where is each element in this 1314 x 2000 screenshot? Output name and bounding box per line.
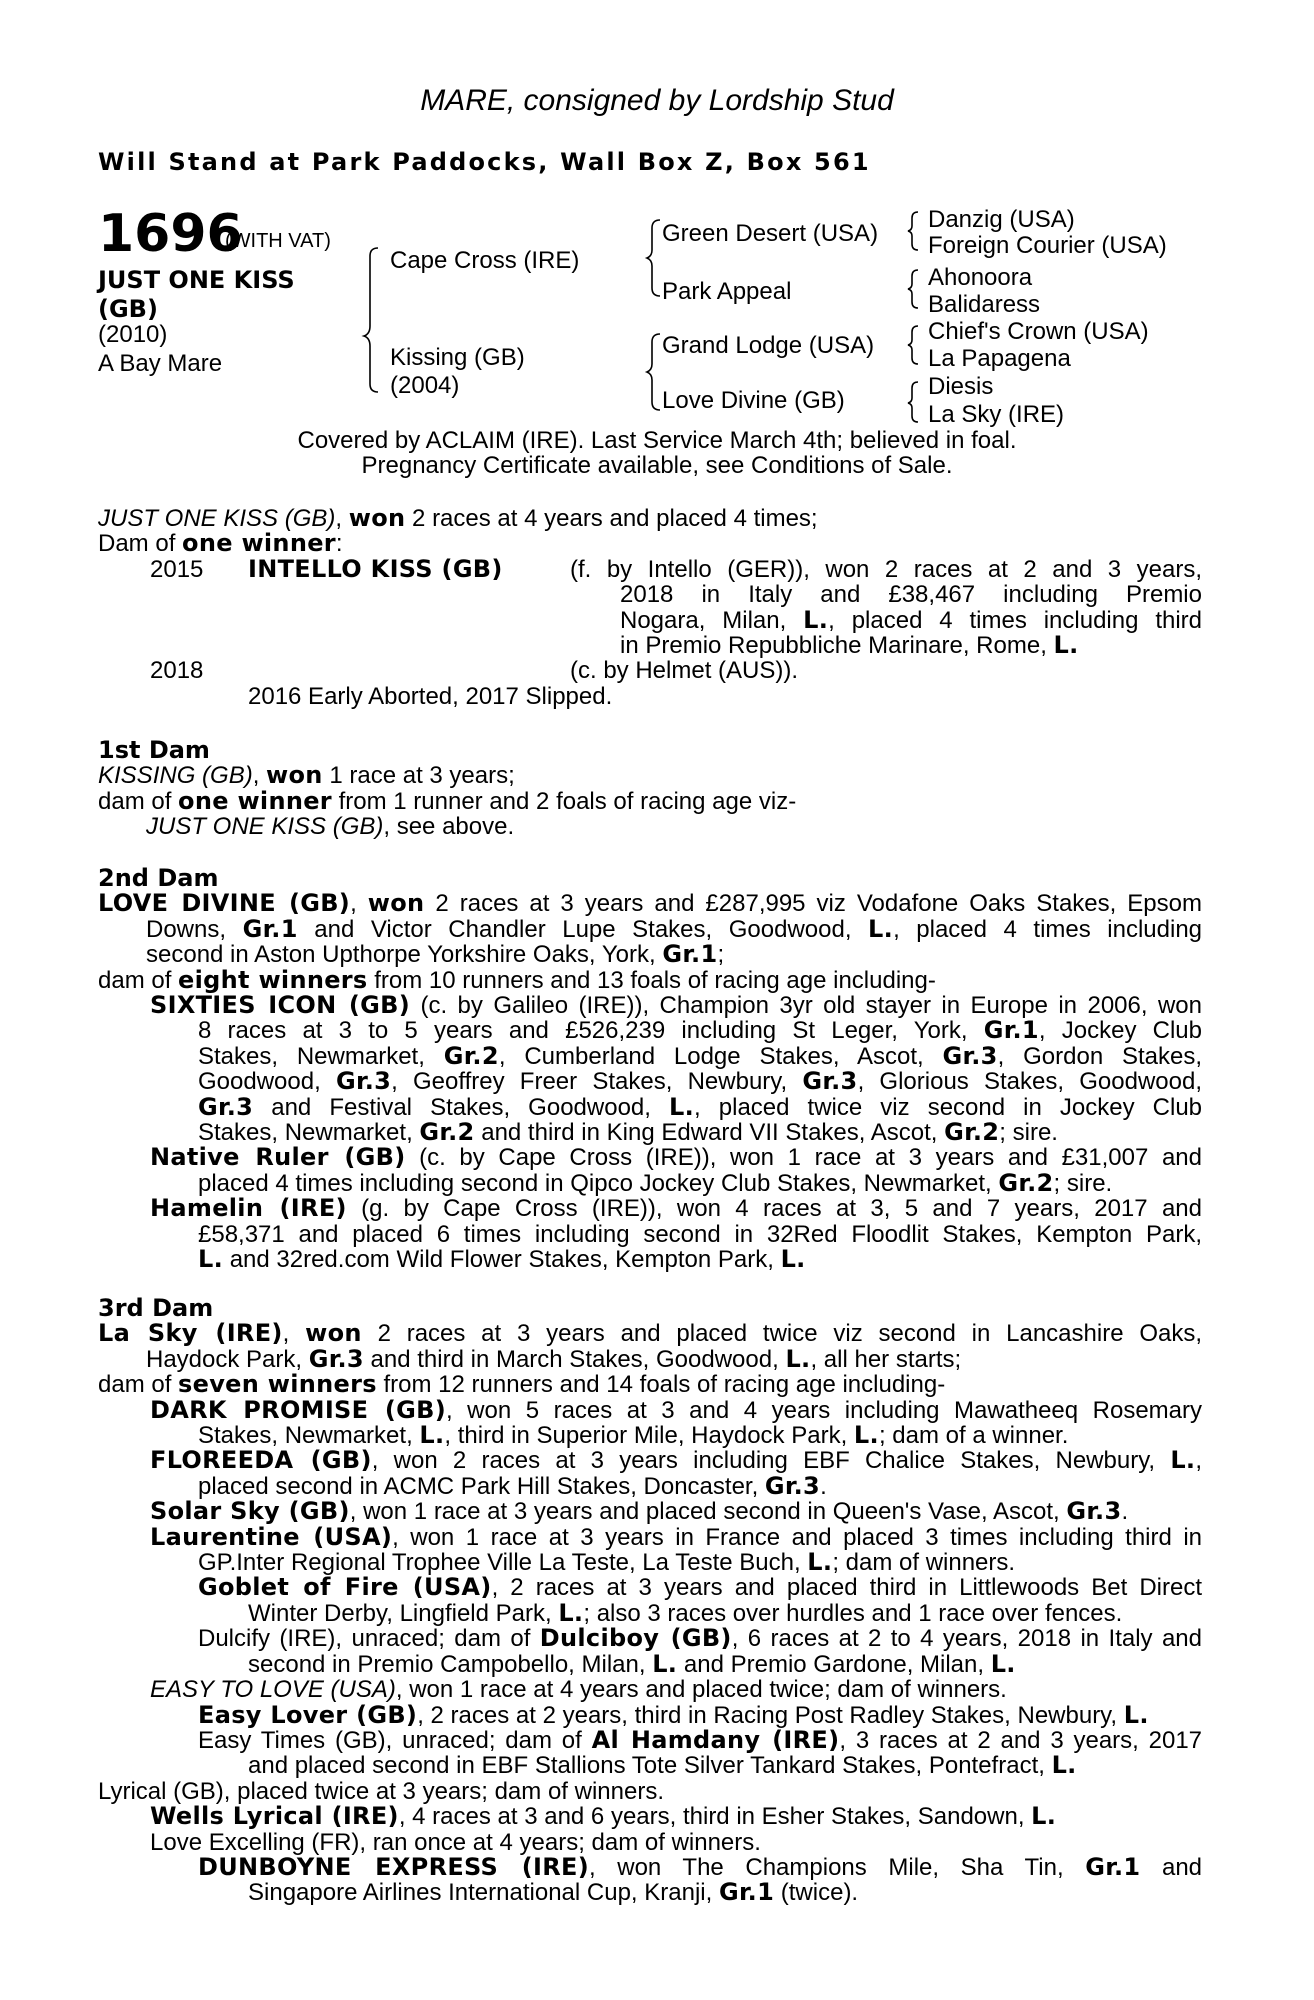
easy-lover-name: Easy Lover (GB): [198, 1700, 418, 1729]
consignor-title: MARE, consigned by Lordship Stud: [420, 84, 894, 117]
pedigree-sire-sire: Green Desert (USA): [662, 220, 879, 247]
pedigree-sdd: Balidaress: [928, 291, 1041, 318]
goblet-of-fire-name: Goblet of Fire (USA): [198, 1573, 492, 1602]
pedigree-brackets: [0, 0, 1314, 440]
pedigree-dsd: La Papagena: [928, 345, 1071, 372]
pedigree-sire-dam: Park Appeal: [662, 278, 792, 305]
produce-name-intello-kiss: INTELLO KISS (GB): [248, 554, 503, 583]
dulciboy-name: Dulciboy (GB): [539, 1624, 732, 1653]
pedigree-dss: Chief's Crown (USA): [928, 318, 1149, 345]
hamelin-name: Hamelin (IRE): [150, 1194, 347, 1223]
laurentine-name: Laurentine (USA): [150, 1522, 393, 1551]
produce-row-2018: 2018 (c. by Helmet (AUS)).: [150, 657, 799, 685]
produce-horse-name: JUST ONE KISS (GB): [98, 505, 336, 532]
second-dam-heading: 2nd Dam: [98, 864, 219, 892]
pedigree-sire: Cape Cross (IRE): [390, 247, 580, 274]
first-dam-section: 1st Dam KISSING (GB), won 1 race at 3 years; dam of one winner from 1 runner and 2 foals of racing age viz- JUST ONE KISS (GB), see above.: [98, 738, 1202, 840]
floreeda-name: FLOREEDA (GB): [150, 1446, 372, 1475]
foaling-year: (2010): [98, 321, 168, 348]
sixties-icon-name: SIXTIES ICON (GB): [150, 991, 411, 1020]
stand-location: Will Stand at Park Paddocks, Wall Box Z, Box 561: [98, 148, 871, 176]
native-ruler-name: Native Ruler (GB): [150, 1143, 406, 1172]
love-excelling-entry: Love Excelling (FR), ran once at 4 years; dam of winners.: [150, 1828, 761, 1856]
solar-sky-name: Solar Sky (GB): [150, 1497, 350, 1526]
easy-to-love-name: EASY TO LOVE (USA): [150, 1676, 396, 1704]
pedigree-ssd: Foreign Courier (USA): [928, 232, 1167, 259]
dark-promise-name: DARK PROMISE (GB): [150, 1395, 446, 1424]
pedigree-sds: Ahonoora: [928, 264, 1033, 291]
pregnancy-note: Pregnancy Certificate available, see Conditions of Sale.: [361, 452, 953, 479]
pedigree-sss: Danzig (USA): [928, 206, 1075, 233]
pedigree-dam-sire: Grand Lodge (USA): [662, 332, 875, 359]
wells-lyrical-name: Wells Lyrical (IRE): [150, 1802, 399, 1831]
al-hamdany-name: Al Hamdany (IRE): [591, 1725, 840, 1754]
produce-note: 2016 Early Aborted, 2017 Slipped.: [248, 682, 613, 710]
pedigree-ddd: La Sky (IRE): [928, 401, 1065, 428]
pedigree-dam: Kissing (GB): [390, 344, 525, 371]
horse-name-line2: (GB): [98, 295, 158, 323]
second-dam-section: 2nd Dam LOVE DIVINE (GB), won 2 races at 3 years and £287,995 viz Vodafone Oaks Stakes, Epsom Downs, Gr.1 and Victor Chandler Lupe Stakes, Goodwood, L., placed 4 times including second in Aston Upthorpe Yorkshire Oaks, York, Gr.1; dam of eight winners from 10 runners and 13 foals of racing age including- SIXTIES ICON (GB) (c. by Galileo (IRE)), Champion 3yr old stayer in Europe in 2006, won 8 races at 3 to 5 years and £526,239 including St Leger, York, Gr.1, Jockey Club Stakes, Newmarket, Gr.2, Cumberland Lodge Stakes, Ascot, Gr.3, Gordon Stakes, Goodwood, Gr.3, Geoffrey Freer Stakes, Newbury, Gr.3, Glorious Stakes, Goodwood, Gr.3 and Festival Stakes, Goodwood, L., placed twice viz second in Jockey Club Stakes, Newmarket, Gr.2 and third in King Edward VII Stakes, Ascot, Gr.2; sire. Native Ruler (GB) (c. by Cape Cross (IRE)), won 1 race at 3 years and £31,007 and placed 4 times including second in Qipco Jockey Club Stakes, Newmarket, Gr.2; sire. Hamelin (IRE) (g. by Cape Cross (IRE)), won 4 races at 3, 5 and 7 years, 2017 and £58,371 and placed 6 times including second in 32Red Floodlit Stakes, Kempton Park, L. and 32red.com Wild Flower Stakes, Kempton Park, L.: [98, 864, 1203, 1274]
produce-record: JUST ONE KISS (GB), won 2 races at 4 years and placed 4 times; Dam of one winner: 2015 INTELLO KISS (GB) (f. by Intello (GER)), won 2 races at 2 and 3 years, 2018 in Italy and £38,467 including Premio Nogara, Milan, L., placed 4 times including third in Premio Repubbliche Marinare, Rome, L. 2018 (c. by Helmet (AUS)). 2016 Early Aborted, 2017 Slipped.: [98, 504, 1203, 710]
third-dam-heading: 3rd Dam: [98, 1294, 214, 1322]
covered-by-note: Covered by ACLAIM (IRE). Last Service March 4th; believed in foal.: [297, 427, 1017, 454]
horse-name-line1: JUST ONE KISS: [98, 266, 295, 294]
produce-row-2015: 2015 INTELLO KISS (GB) (f. by Intello (GER)), won 2 races at 2 and 3 years,: [150, 554, 1202, 583]
lyrical-entry: Lyrical (GB), placed twice at 3 years; dam of winners.: [98, 1777, 664, 1805]
vat-note: (WITH VAT): [225, 230, 331, 252]
pedigree-dam-dam: Love Divine (GB): [662, 387, 845, 414]
lot-number: 1696: [98, 204, 243, 264]
dunboyne-express-name: DUNBOYNE EXPRESS (IRE): [198, 1852, 589, 1881]
third-dam-section: 3rd Dam La Sky (IRE), won 2 races at 3 years and placed twice viz second in Lancashire Oaks, Haydock Park, Gr.3 and third in March Stakes, Goodwood, L., all her starts; dam of seven winners from 12 runners and 14 foals of racing age including- DARK PROMISE (GB), won 5 races at 3 and 4 years including Mawatheeq Rosemary Stakes, Newmarket, L., third in Superior Mile, Haydock Park, L.; dam of a winner. FLOREEDA (GB), won 2 races at 3 years including EBF Chalice Stakes, Newbury, L., placed second in ACMC Park Hill Stakes, Doncaster, Gr.3. Solar Sky (GB), won 1 race at 3 years and placed second in Queen's Vase, Ascot, Gr.3. Laurentine (USA), won 1 race at 3 years in France and placed 3 times including third in GP.Inter Regional Trophee Ville La Teste, La Teste Buch, L.; dam of winners. Goblet of Fire (USA), 2 races at 3 years and placed third in Littlewoods Bet Direct Winter Derby, Lingfield Park, L.; also 3 races over hurdles and 1 race over fences. Dulcify (IRE), unraced; dam of Dulciboy (GB), 6 races at 2 to 4 years, 2018 in Italy and second in Premio Campobello, Milan, L. and Premio Gardone, Milan, L. EASY TO LOVE (USA), won 1 race at 4 years and placed twice; dam of winners. Easy Lover (GB), 2 races at 2 years, third in Racing Post Radley Stakes, Newbury, L. Easy Times (GB), unraced; dam of Al Hamdany (IRE), 3 races at 2 and 3 years, 2017 and placed second in EBF Stallions Tote Silver Tankard Stakes, Pontefract, L. Lyrical (GB), placed twice at 3 years; dam of winners. Wells Lyrical (IRE), 4 races at 3 and 6 years, third in Esher Stakes, Sandown, L. Love Excelling (FR), ran once at 4 years; dam of winners. DUNBOYNE EXPRESS (IRE), won The Champions Mile, Sha Tin, Gr.1 and Singapore Airlines International Cup, Kranji, Gr.1 (twice).: [98, 1294, 1203, 1907]
pedigree-dds: Diesis: [928, 373, 994, 400]
first-dam-heading: 1st Dam: [98, 736, 210, 764]
pedigree-dam-year: (2004): [390, 372, 460, 399]
horse-description: A Bay Mare: [98, 350, 223, 377]
